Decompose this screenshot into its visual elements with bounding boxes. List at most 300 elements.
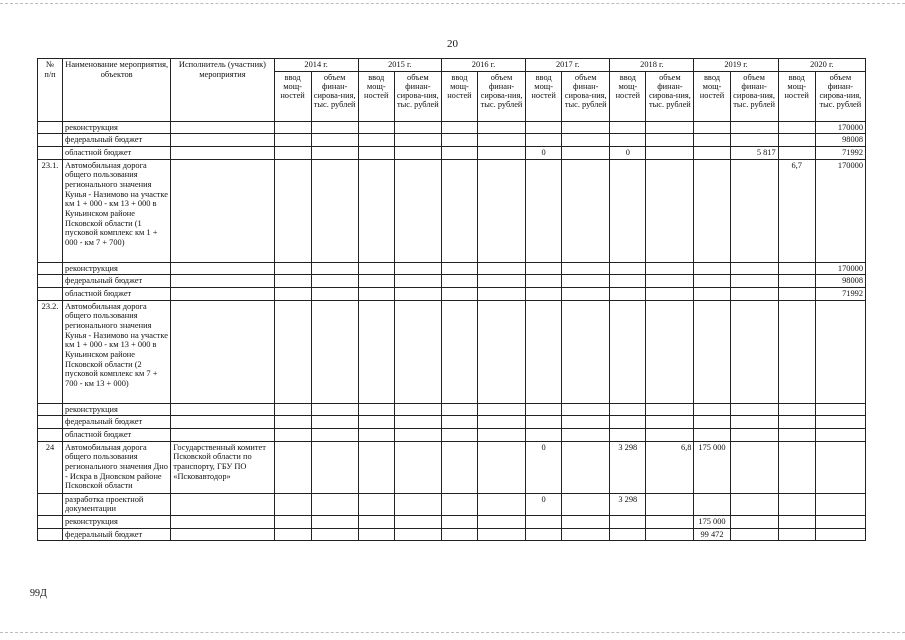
capacity-cell xyxy=(441,416,477,429)
volume-cell xyxy=(646,134,694,147)
row-executor-cell xyxy=(171,493,274,515)
row-number-cell xyxy=(38,275,63,288)
volume-cell xyxy=(730,134,778,147)
capacity-cell xyxy=(526,300,562,403)
capacity-cell xyxy=(441,493,477,515)
row-name-cell: Автомобильная дорога общего пользования регионального значения Кунья - Назимово на участке км 1 + 000 - км 13 + 000 в Куньинском районе Псковской области (1 пусковой комплекс км 1 + 000 - км 7 + 700) xyxy=(63,159,171,262)
table-row xyxy=(38,134,866,147)
volume-cell xyxy=(477,275,525,288)
volume-cell xyxy=(815,528,865,541)
row-name-cell: областной бюджет xyxy=(63,428,171,441)
capacity-cell xyxy=(441,275,477,288)
capacity-cell xyxy=(778,121,815,134)
table-row xyxy=(38,159,866,262)
capacity-cell: 175 000 xyxy=(694,441,730,493)
col-header-name: Наименование мероприятия, объектов xyxy=(63,59,171,122)
capacity-cell xyxy=(441,403,477,416)
volume-cell xyxy=(477,300,525,403)
volume-cell xyxy=(730,159,778,262)
row-name-cell: реконструкция xyxy=(63,262,171,275)
capacity-cell: 0 xyxy=(526,493,562,515)
row-executor-cell xyxy=(171,134,274,147)
capacity-cell xyxy=(274,528,311,541)
capacity-cell xyxy=(358,528,394,541)
capacity-cell xyxy=(778,416,815,429)
volume-cell xyxy=(477,528,525,541)
col-header-executor: Исполнитель (участник) мероприятия xyxy=(171,59,274,122)
capacity-cell xyxy=(358,441,394,493)
volume-cell xyxy=(394,428,441,441)
capacity-cell xyxy=(358,121,394,134)
capacity-cell xyxy=(778,262,815,275)
volume-cell xyxy=(562,300,610,403)
volume-cell xyxy=(562,275,610,288)
funding-table xyxy=(37,58,866,541)
volume-cell xyxy=(311,528,358,541)
volume-cell xyxy=(311,121,358,134)
capacity-cell xyxy=(778,528,815,541)
capacity-cell xyxy=(358,493,394,515)
table-row xyxy=(38,515,866,528)
capacity-cell xyxy=(358,287,394,300)
capacity-cell xyxy=(694,134,730,147)
volume-cell xyxy=(311,428,358,441)
row-name-cell: Автомобильная дорога общего пользования регионального значения Дно - Искра в Дновском районе Псковской области xyxy=(63,441,171,493)
row-number-cell: 23.1. xyxy=(38,159,63,262)
volume-cell xyxy=(646,493,694,515)
capacity-cell xyxy=(274,300,311,403)
volume-cell xyxy=(646,403,694,416)
col-header-capacity: ввод мощ-ностей xyxy=(610,71,646,121)
capacity-cell xyxy=(526,416,562,429)
row-number-cell xyxy=(38,262,63,275)
volume-cell xyxy=(730,515,778,528)
capacity-cell xyxy=(274,121,311,134)
capacity-cell xyxy=(610,134,646,147)
row-name-cell: федеральный бюджет xyxy=(63,528,171,541)
capacity-cell xyxy=(441,287,477,300)
table-row xyxy=(38,300,866,403)
row-name-cell: реконструкция xyxy=(63,515,171,528)
volume-cell xyxy=(394,515,441,528)
capacity-cell xyxy=(274,287,311,300)
volume-cell xyxy=(477,493,525,515)
capacity-cell xyxy=(778,428,815,441)
capacity-cell xyxy=(274,416,311,429)
capacity-cell xyxy=(441,121,477,134)
col-header-volume: объем финан-сирова-ния, тыс. рублей xyxy=(477,71,525,121)
capacity-cell xyxy=(610,300,646,403)
col-header-volume: объем финан-сирова-ния, тыс. рублей xyxy=(394,71,441,121)
volume-cell xyxy=(815,515,865,528)
volume-cell xyxy=(477,159,525,262)
volume-cell xyxy=(646,159,694,262)
capacity-cell: 175 000 xyxy=(694,515,730,528)
row-executor-cell xyxy=(171,287,274,300)
volume-cell: 71992 xyxy=(815,146,865,159)
col-header-volume: объем финан-сирова-ния, тыс. рублей xyxy=(815,71,865,121)
capacity-cell xyxy=(358,146,394,159)
volume-cell xyxy=(311,159,358,262)
volume-cell xyxy=(646,416,694,429)
capacity-cell xyxy=(526,428,562,441)
row-number-cell xyxy=(38,134,63,147)
volume-cell xyxy=(477,441,525,493)
capacity-cell xyxy=(610,121,646,134)
capacity-cell: 0 xyxy=(610,146,646,159)
capacity-cell xyxy=(441,300,477,403)
row-executor-cell xyxy=(171,403,274,416)
capacity-cell xyxy=(274,441,311,493)
table-body xyxy=(38,121,866,541)
table-row xyxy=(38,403,866,416)
capacity-cell xyxy=(526,287,562,300)
volume-cell xyxy=(477,262,525,275)
row-number-cell xyxy=(38,428,63,441)
capacity-cell xyxy=(694,493,730,515)
volume-cell xyxy=(311,441,358,493)
volume-cell xyxy=(646,300,694,403)
volume-cell xyxy=(562,515,610,528)
volume-cell xyxy=(730,528,778,541)
volume-cell xyxy=(477,287,525,300)
capacity-cell xyxy=(610,528,646,541)
capacity-cell xyxy=(358,262,394,275)
col-header-year: 2014 г. xyxy=(274,59,358,72)
volume-cell xyxy=(815,416,865,429)
capacity-cell xyxy=(526,134,562,147)
table-row xyxy=(38,262,866,275)
capacity-cell xyxy=(274,493,311,515)
col-header-year: 2015 г. xyxy=(358,59,441,72)
volume-cell xyxy=(562,262,610,275)
table-row xyxy=(38,146,866,159)
row-executor-cell xyxy=(171,262,274,275)
volume-cell xyxy=(815,300,865,403)
capacity-cell xyxy=(358,159,394,262)
capacity-cell xyxy=(274,428,311,441)
col-header-capacity: ввод мощ-ностей xyxy=(358,71,394,121)
capacity-cell xyxy=(274,134,311,147)
footer-mark: 99Д xyxy=(30,588,47,599)
volume-cell xyxy=(730,428,778,441)
scan-bottom-edge xyxy=(0,632,905,633)
volume-cell: 5 817 xyxy=(730,146,778,159)
volume-cell xyxy=(646,428,694,441)
table-row xyxy=(38,441,866,493)
capacity-cell xyxy=(358,300,394,403)
volume-cell xyxy=(730,121,778,134)
capacity-cell xyxy=(358,428,394,441)
capacity-cell: 0 xyxy=(526,146,562,159)
volume-cell xyxy=(477,416,525,429)
capacity-cell xyxy=(610,262,646,275)
page-number: 20 xyxy=(447,38,458,50)
capacity-cell xyxy=(778,403,815,416)
capacity-cell xyxy=(694,300,730,403)
volume-cell xyxy=(477,428,525,441)
capacity-cell xyxy=(610,428,646,441)
volume-cell xyxy=(477,515,525,528)
capacity-cell xyxy=(694,403,730,416)
volume-cell xyxy=(477,146,525,159)
volume-cell xyxy=(562,493,610,515)
volume-cell: 170000 xyxy=(815,159,865,262)
row-executor-cell xyxy=(171,528,274,541)
row-number-cell xyxy=(38,493,63,515)
volume-cell xyxy=(311,287,358,300)
capacity-cell xyxy=(526,121,562,134)
volume-cell xyxy=(477,403,525,416)
col-header-volume: объем финан-сирова-ния, тыс. рублей xyxy=(646,71,694,121)
volume-cell xyxy=(646,275,694,288)
row-executor-cell xyxy=(171,416,274,429)
row-executor-cell xyxy=(171,146,274,159)
volume-cell xyxy=(646,146,694,159)
capacity-cell xyxy=(358,403,394,416)
capacity-cell xyxy=(778,300,815,403)
col-header-year: 2020 г. xyxy=(778,59,865,72)
volume-cell xyxy=(730,441,778,493)
volume-cell xyxy=(730,275,778,288)
volume-cell: 98008 xyxy=(815,134,865,147)
table-row xyxy=(38,121,866,134)
capacity-cell xyxy=(694,121,730,134)
row-number-cell xyxy=(38,515,63,528)
row-name-cell: Автомобильная дорога общего пользования регионального значения Кунья - Назимово на участке км 1 + 000 - км 13 + 000 в Куньинском районе Псковской области (2 пусковой комплекс км 7 + 700 - км 13 + 000) xyxy=(63,300,171,403)
col-header-year: 2017 г. xyxy=(526,59,610,72)
volume-cell xyxy=(815,428,865,441)
row-executor-cell xyxy=(171,159,274,262)
table-row xyxy=(38,287,866,300)
volume-cell xyxy=(646,528,694,541)
row-executor-cell: Государственный комитет Псковской области по транспорту, ГБУ ПО «Псковавтодор» xyxy=(171,441,274,493)
row-name-cell: федеральный бюджет xyxy=(63,275,171,288)
row-name-cell: разработка проектной документации xyxy=(63,493,171,515)
capacity-cell xyxy=(441,428,477,441)
row-number-cell xyxy=(38,416,63,429)
table-row xyxy=(38,416,866,429)
capacity-cell xyxy=(694,287,730,300)
row-executor-cell xyxy=(171,275,274,288)
capacity-cell xyxy=(274,515,311,528)
volume-cell xyxy=(394,146,441,159)
volume-cell: 98008 xyxy=(815,275,865,288)
volume-cell xyxy=(562,428,610,441)
capacity-cell xyxy=(358,134,394,147)
volume-cell xyxy=(311,262,358,275)
volume-cell xyxy=(730,403,778,416)
volume-cell xyxy=(815,493,865,515)
volume-cell xyxy=(311,403,358,416)
capacity-cell xyxy=(694,416,730,429)
volume-cell xyxy=(646,287,694,300)
capacity-cell xyxy=(441,262,477,275)
capacity-cell xyxy=(778,134,815,147)
volume-cell xyxy=(562,528,610,541)
capacity-cell xyxy=(274,275,311,288)
volume-cell xyxy=(815,441,865,493)
capacity-cell xyxy=(441,146,477,159)
row-number-cell xyxy=(38,287,63,300)
capacity-cell xyxy=(274,403,311,416)
capacity-cell: 0 xyxy=(526,441,562,493)
volume-cell xyxy=(394,134,441,147)
capacity-cell xyxy=(441,441,477,493)
volume-cell xyxy=(311,275,358,288)
volume-cell xyxy=(562,159,610,262)
scan-top-edge xyxy=(0,3,905,4)
capacity-cell xyxy=(358,275,394,288)
col-header-year: 2016 г. xyxy=(441,59,525,72)
capacity-cell: 99 472 xyxy=(694,528,730,541)
volume-cell xyxy=(562,287,610,300)
capacity-cell xyxy=(778,146,815,159)
header-row-years xyxy=(38,59,866,72)
col-header-volume: объем финан-сирова-ния, тыс. рублей xyxy=(311,71,358,121)
col-header-num: № п/п xyxy=(38,59,63,122)
capacity-cell xyxy=(778,441,815,493)
capacity-cell xyxy=(778,287,815,300)
row-number-cell xyxy=(38,528,63,541)
volume-cell xyxy=(477,121,525,134)
capacity-cell xyxy=(526,159,562,262)
capacity-cell: 6,7 xyxy=(778,159,815,262)
volume-cell xyxy=(815,403,865,416)
volume-cell xyxy=(477,134,525,147)
table-row xyxy=(38,528,866,541)
volume-cell xyxy=(394,528,441,541)
capacity-cell xyxy=(441,159,477,262)
volume-cell xyxy=(394,403,441,416)
volume-cell xyxy=(311,134,358,147)
row-number-cell xyxy=(38,403,63,416)
capacity-cell xyxy=(441,528,477,541)
row-name-cell: федеральный бюджет xyxy=(63,416,171,429)
row-executor-cell xyxy=(171,515,274,528)
capacity-cell xyxy=(526,515,562,528)
volume-cell xyxy=(394,300,441,403)
col-header-capacity: ввод мощ-ностей xyxy=(274,71,311,121)
capacity-cell xyxy=(358,515,394,528)
capacity-cell xyxy=(441,515,477,528)
capacity-cell xyxy=(526,262,562,275)
volume-cell xyxy=(394,416,441,429)
volume-cell xyxy=(394,275,441,288)
volume-cell xyxy=(394,287,441,300)
capacity-cell xyxy=(610,403,646,416)
volume-cell xyxy=(311,146,358,159)
capacity-cell xyxy=(274,262,311,275)
capacity-cell xyxy=(778,275,815,288)
col-header-capacity: ввод мощ-ностей xyxy=(778,71,815,121)
volume-cell xyxy=(394,493,441,515)
capacity-cell xyxy=(274,146,311,159)
capacity-cell xyxy=(610,275,646,288)
capacity-cell: 3 298 xyxy=(610,493,646,515)
capacity-cell: 3 298 xyxy=(610,441,646,493)
volume-cell xyxy=(562,416,610,429)
volume-cell xyxy=(730,262,778,275)
col-header-capacity: ввод мощ-ностей xyxy=(526,71,562,121)
volume-cell: 6,8 xyxy=(646,441,694,493)
volume-cell xyxy=(311,493,358,515)
volume-cell xyxy=(562,121,610,134)
capacity-cell xyxy=(610,515,646,528)
row-name-cell: областной бюджет xyxy=(63,146,171,159)
capacity-cell xyxy=(274,159,311,262)
capacity-cell xyxy=(526,275,562,288)
volume-cell xyxy=(646,515,694,528)
volume-cell xyxy=(311,300,358,403)
capacity-cell xyxy=(778,493,815,515)
volume-cell xyxy=(562,403,610,416)
volume-cell xyxy=(394,441,441,493)
table-row xyxy=(38,428,866,441)
col-header-capacity: ввод мощ-ностей xyxy=(441,71,477,121)
volume-cell xyxy=(394,262,441,275)
volume-cell xyxy=(394,121,441,134)
row-number-cell xyxy=(38,146,63,159)
capacity-cell xyxy=(526,528,562,541)
row-executor-cell xyxy=(171,300,274,403)
row-number-cell xyxy=(38,121,63,134)
col-header-volume: объем финан-сирова-ния, тыс. рублей xyxy=(730,71,778,121)
row-name-cell: реконструкция xyxy=(63,121,171,134)
capacity-cell xyxy=(694,275,730,288)
volume-cell xyxy=(730,300,778,403)
volume-cell: 71992 xyxy=(815,287,865,300)
col-header-year: 2018 г. xyxy=(610,59,694,72)
col-header-year: 2019 г. xyxy=(694,59,778,72)
capacity-cell xyxy=(694,262,730,275)
capacity-cell xyxy=(694,159,730,262)
volume-cell xyxy=(394,159,441,262)
row-name-cell: реконструкция xyxy=(63,403,171,416)
capacity-cell xyxy=(441,134,477,147)
col-header-capacity: ввод мощ-ностей xyxy=(694,71,730,121)
row-name-cell: федеральный бюджет xyxy=(63,134,171,147)
volume-cell xyxy=(562,441,610,493)
volume-cell xyxy=(311,416,358,429)
table-row xyxy=(38,275,866,288)
row-executor-cell xyxy=(171,428,274,441)
table-row xyxy=(38,493,866,515)
volume-cell xyxy=(730,287,778,300)
capacity-cell xyxy=(610,416,646,429)
volume-cell: 170000 xyxy=(815,262,865,275)
row-number-cell: 24 xyxy=(38,441,63,493)
volume-cell xyxy=(562,146,610,159)
volume-cell xyxy=(646,121,694,134)
row-number-cell: 23.2. xyxy=(38,300,63,403)
volume-cell xyxy=(730,493,778,515)
volume-cell xyxy=(562,134,610,147)
row-name-cell: областной бюджет xyxy=(63,287,171,300)
capacity-cell xyxy=(610,287,646,300)
capacity-cell xyxy=(358,416,394,429)
volume-cell xyxy=(311,515,358,528)
capacity-cell xyxy=(694,428,730,441)
capacity-cell xyxy=(778,515,815,528)
capacity-cell xyxy=(610,159,646,262)
capacity-cell xyxy=(694,146,730,159)
volume-cell xyxy=(730,416,778,429)
capacity-cell xyxy=(526,403,562,416)
volume-cell xyxy=(646,262,694,275)
volume-cell: 170000 xyxy=(815,121,865,134)
row-executor-cell xyxy=(171,121,274,134)
